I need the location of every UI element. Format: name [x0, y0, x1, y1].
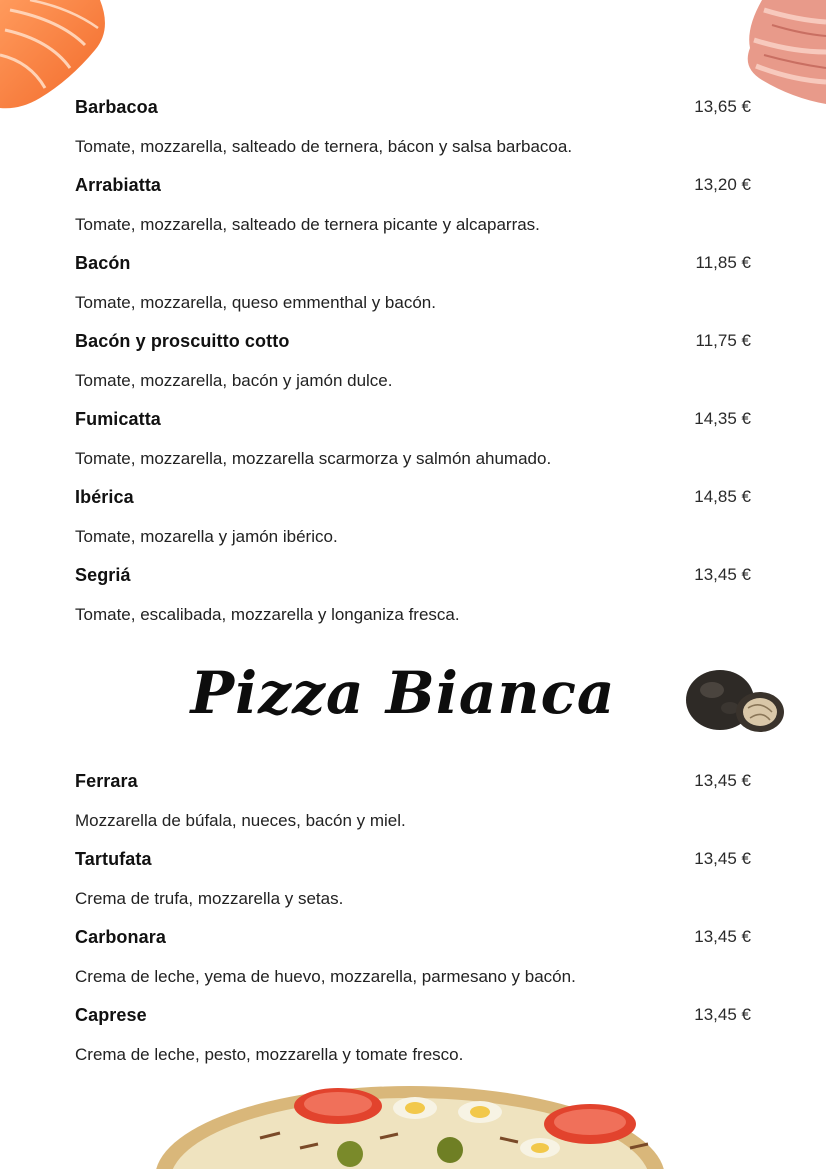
menu-section-top: [75, 97, 755, 643]
truffle-image: [680, 660, 788, 738]
item-price: 14,35 €: [694, 409, 751, 428]
item-description: Crema de leche, pesto, mozzarella y tomate fresco.: [75, 1045, 464, 1064]
menu-item: [75, 565, 755, 643]
section-title: Pizza Bianca: [190, 659, 616, 727]
item-description: Mozzarella de búfala, nueces, bacón y miel.: [75, 811, 406, 830]
menu-item: [75, 1005, 755, 1083]
menu-section-bianca: [75, 771, 755, 1083]
item-price: 13,20 €: [694, 175, 751, 194]
menu-item: [75, 771, 755, 849]
item-name: Caprese: [75, 1005, 147, 1025]
item-description: Crema de leche, yema de huevo, mozzarella, parmesano y bacón.: [75, 967, 576, 986]
menu-item: [75, 487, 755, 565]
item-price: 13,45 €: [694, 849, 751, 868]
item-name: Fumicatta: [75, 409, 161, 429]
item-name: Tartufata: [75, 849, 152, 869]
item-price: 13,65 €: [694, 97, 751, 116]
item-description: Tomate, mozarella y jamón ibérico.: [75, 527, 338, 546]
item-price: 11,85 €: [695, 253, 751, 272]
item-price: 13,45 €: [694, 771, 751, 790]
item-description: Tomate, mozzarella, salteado de ternera picante y alcaparras.: [75, 215, 540, 234]
item-price: 13,45 €: [694, 565, 751, 584]
menu-item: [75, 253, 755, 331]
item-description: Tomate, mozzarella, queso emmenthal y bacón.: [75, 293, 436, 312]
item-name: Barbacoa: [75, 97, 158, 117]
menu-item: [75, 97, 755, 175]
pizza-image: [150, 1078, 670, 1169]
menu-item: [75, 331, 755, 409]
menu-item: [75, 175, 755, 253]
item-price: 11,75 €: [695, 331, 751, 350]
item-description: Tomate, mozzarella, bacón y jamón dulce.: [75, 371, 393, 390]
item-description: Tomate, escalibada, mozzarella y longaniza fresca.: [75, 605, 460, 624]
item-price: 13,45 €: [694, 1005, 751, 1024]
item-price: 13,45 €: [694, 927, 751, 946]
menu-item: [75, 409, 755, 487]
salmon-image: [0, 0, 110, 112]
item-name: Arrabiatta: [75, 175, 162, 195]
menu-item: [75, 927, 755, 1005]
item-price: 14,85 €: [694, 487, 751, 506]
item-description: Tomate, mozzarella, mozzarella scarmorza y salmón ahumado.: [75, 449, 552, 468]
item-name: Carbonara: [75, 927, 166, 947]
item-description: Crema de trufa, mozzarella y setas.: [75, 889, 344, 908]
ham-image: [742, 0, 826, 108]
item-name: Bacón: [75, 253, 131, 273]
item-name: Ibérica: [75, 487, 134, 507]
item-name: Bacón y proscuitto cotto: [75, 331, 290, 351]
item-name: Segriá: [75, 565, 131, 585]
item-name: Ferrara: [75, 771, 138, 791]
menu-item: [75, 849, 755, 927]
item-description: Tomate, mozzarella, salteado de ternera, bácon y salsa barbacoa.: [75, 137, 573, 156]
